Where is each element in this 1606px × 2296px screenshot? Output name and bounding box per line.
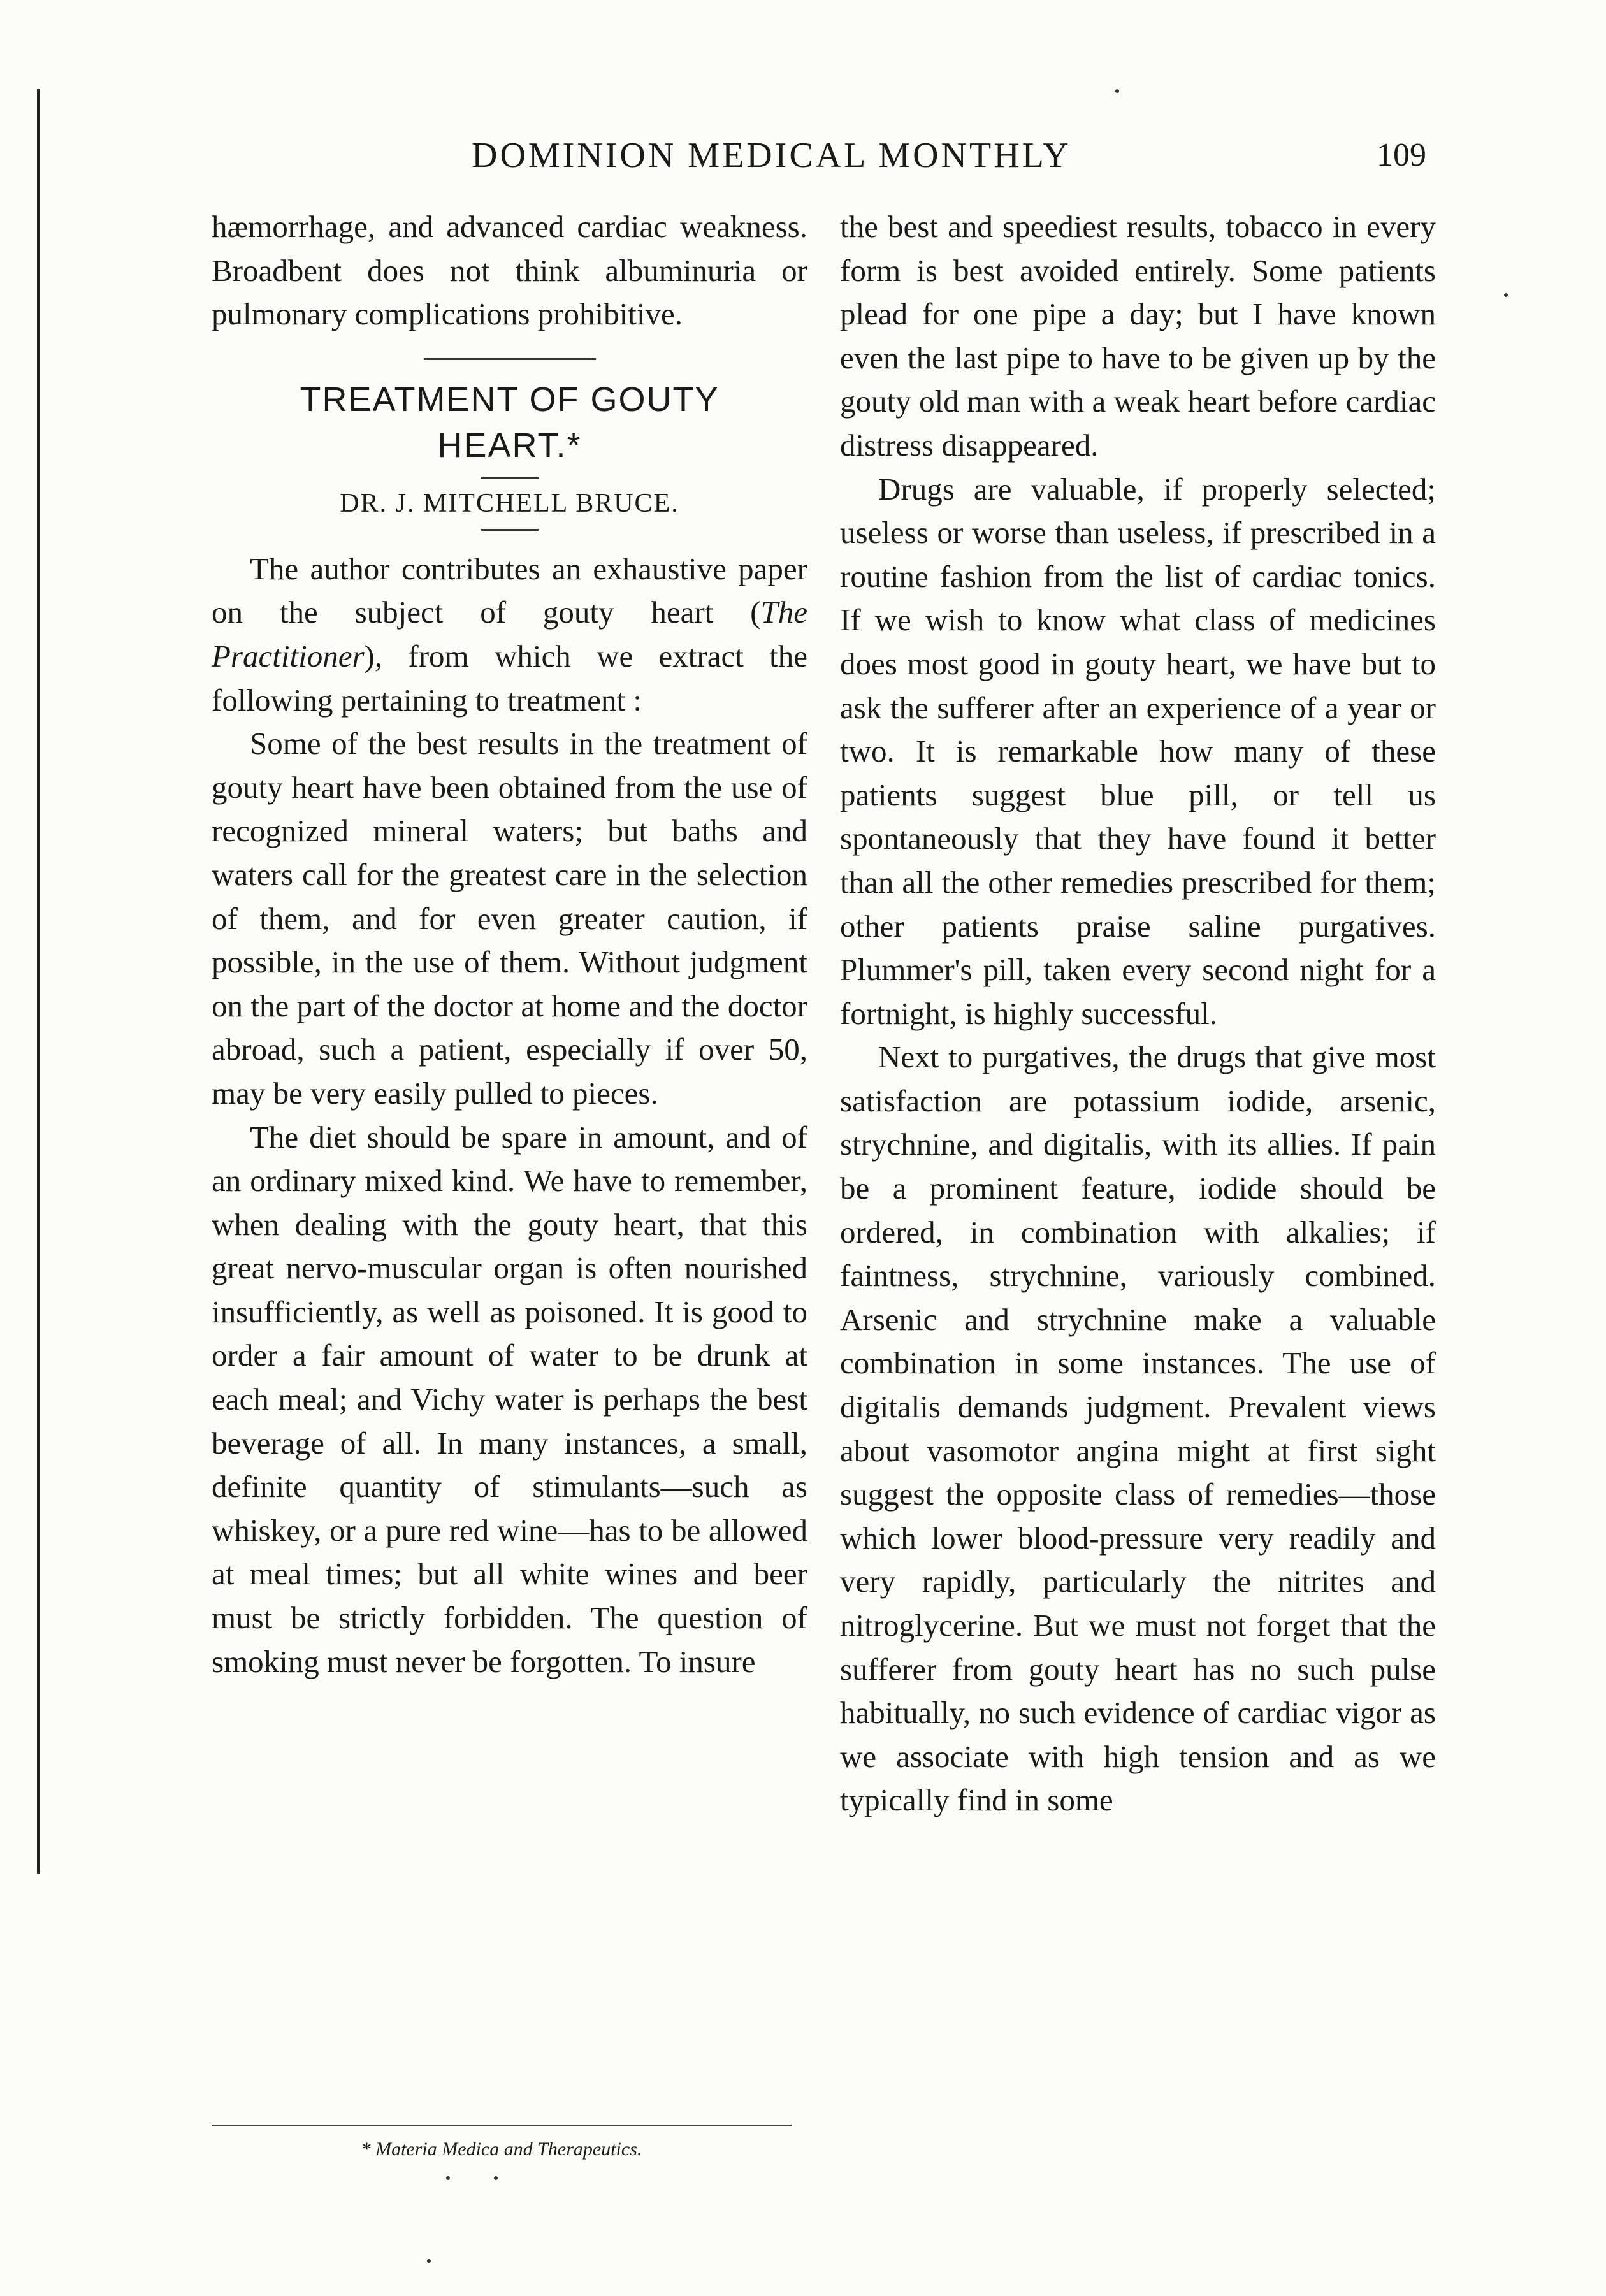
journal-title: The Practitioner	[212, 595, 807, 674]
page-header	[0, 127, 1606, 178]
paragraph-continued: hæmorrhage, and advanced cardiac weakness. Broadbent does not think albuminuria or pulmonary complications prohibitive.	[212, 209, 807, 332]
byline-rule	[481, 529, 539, 531]
author-byline: DR. J. MITCHELL BRUCE.	[340, 488, 679, 518]
ink-speck	[446, 2176, 450, 2180]
page-number: 109	[1377, 137, 1426, 173]
right-column	[840, 205, 1436, 1823]
ink-speck	[427, 2259, 431, 2263]
left-column	[212, 205, 807, 1684]
paragraph-mineral-waters: Some of the best results in the treatment of gouty heart have been obtained from the use of recognized mineral waters; but baths and waters call for the greatest care in the selection of them, and for even greater caution, if possible, in the use of them. Without judgment on the part of the doctor at home and the doctor abroad, such a patient, especially if over 50, may be very easily pulled to pieces.	[212, 726, 807, 1111]
binding-edge-line	[37, 89, 40, 1874]
article-title-line-2: HEART.*	[437, 426, 582, 465]
ink-speck	[1504, 293, 1508, 297]
footnote-rule	[212, 2125, 792, 2126]
section-divider	[424, 358, 596, 360]
paragraph-drugs: Drugs are valuable, if properly selected; useless or worse than useless, if prescribed in a routine fashion from the list of cardiac tonics. If we wish to know what class of medicines does most good in gouty heart, we have but to ask the sufferer after an experience of a year or two. It is remarkable how many of these patients suggest blue pill, or tell us spontaneously that they have found it better than all the other remedies prescribed for them; other patients praise saline purgatives. Plummer's pill, taken every second night for a fortnight, is highly successful.	[840, 471, 1436, 1031]
paragraph-purgatives: Next to purgatives, the drugs that give most satisfaction are potassium iodide, arsenic, strychnine, and digitalis, with its allies. If pain be a prominent feature, iodide should be ordered, in combination with alkalies; if faintness, strychnine, variously combined. Arsenic and strychnine make a valuable combination in some instances. The use of digitalis demands judgment. Prevalent views about vasomotor angina might at first sight suggest the opposite class of remedies—those which lower blood-pressure very readily and very rapidly, particularly the nitrites and nitroglycerine. But we must not forget that the sufferer from gouty heart has no such pulse habitually, no such evidence of cardiac vigor as we associate with high tension and as we typically find in some	[840, 1039, 1436, 1818]
paragraph-smoking: the best and speediest results, tobacco in every form is best avoided entirely. Some patients plead for one pipe a day; but I have known even the last pipe to have to be given up by the gouty old man with a weak heart before cardiac distress disappeared.	[840, 209, 1436, 463]
article-title	[212, 377, 807, 468]
running-head: DOMINION MEDICAL MONTHLY	[472, 136, 1071, 175]
ink-speck	[1115, 89, 1119, 93]
intro-text-end: ), from which we extract the following pertaining to treatment :	[212, 638, 807, 718]
paragraph-intro	[212, 547, 807, 722]
paragraph-diet: The diet should be spare in amount, and of an ordinary mixed kind. We have to remember, when dealing with the gouty heart, that this great nervo-muscular organ is often nourished insufficiently, as well as poisoned. It is good to order a fair amount of water to be drunk at each meal; and Vichy water is perhaps the best beverage of all. In many instances, a small, definite quantity of stimulants—such as whiskey, or a pure red wine—has to be allowed at meal times; but all white wines and beer must be strictly forbidden. The question of smoking must never be forgotten. To insure	[212, 1119, 807, 1679]
title-rule	[481, 477, 539, 479]
footnote: * Materia Medica and Therapeutics.	[361, 2139, 642, 2160]
intro-text-start: The author contributes an exhaustive paper on the subject of gouty heart (	[212, 551, 807, 630]
ink-speck	[494, 2176, 498, 2180]
article-title-line-1: TREATMENT OF GOUTY	[300, 380, 720, 419]
